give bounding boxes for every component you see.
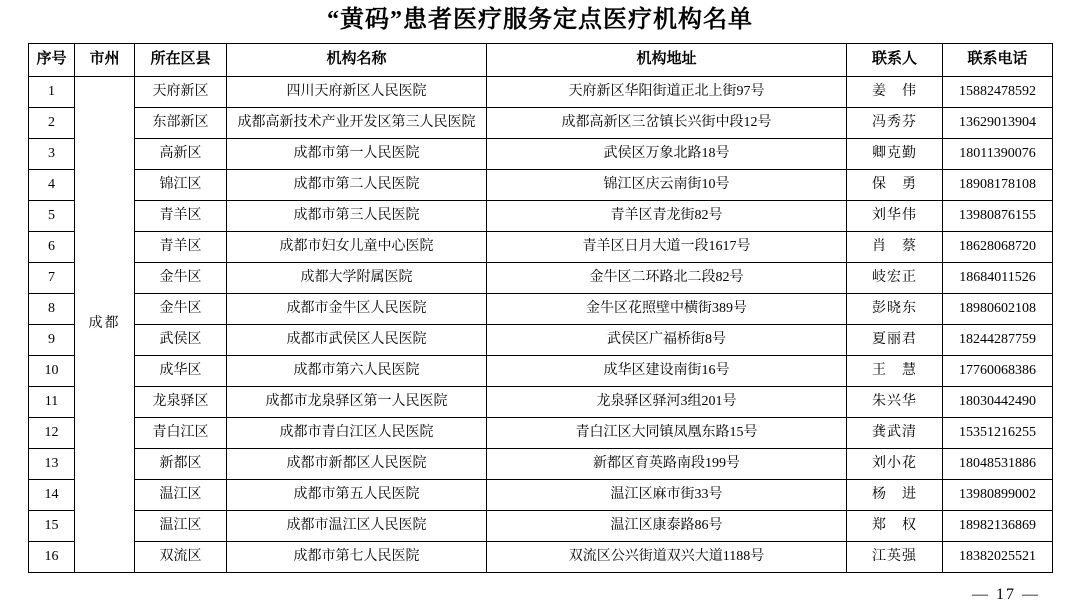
cell-phone: 18684011526 — [943, 262, 1053, 293]
column-header-district: 所在区县 — [135, 43, 227, 76]
cell-institution-name: 成都市青白江区人民医院 — [227, 417, 487, 448]
cell-address: 锦江区庆云南街10号 — [487, 169, 847, 200]
table-row — [29, 448, 1053, 479]
cell-institution-name: 成都市妇女儿童中心医院 — [227, 231, 487, 262]
cell-address: 武侯区广福桥街8号 — [487, 324, 847, 355]
table-row — [29, 386, 1053, 417]
cell-contact-person: 刘小花 — [847, 448, 943, 479]
cell-district: 龙泉驿区 — [135, 386, 227, 417]
column-header-index: 序号 — [29, 43, 75, 76]
cell-institution-name: 成都大学附属医院 — [227, 262, 487, 293]
cell-index: 14 — [29, 479, 75, 510]
cell-phone: 13980899002 — [943, 479, 1053, 510]
cell-district: 成华区 — [135, 355, 227, 386]
table-row — [29, 324, 1053, 355]
table-row — [29, 76, 1053, 107]
page-number: — 17 — — [972, 586, 1040, 603]
cell-district: 青白江区 — [135, 417, 227, 448]
table-row — [29, 541, 1053, 572]
cell-index: 10 — [29, 355, 75, 386]
cell-institution-name: 成都市武侯区人民医院 — [227, 324, 487, 355]
table-header — [29, 43, 1053, 76]
cell-index: 13 — [29, 448, 75, 479]
cell-institution-name: 成都市新都区人民医院 — [227, 448, 487, 479]
cell-district: 武侯区 — [135, 324, 227, 355]
cell-index: 8 — [29, 293, 75, 324]
cell-phone: 18628068720 — [943, 231, 1053, 262]
column-header-address: 机构地址 — [487, 43, 847, 76]
cell-contact-person: 王 慧 — [847, 355, 943, 386]
cell-institution-name: 成都市温江区人民医院 — [227, 510, 487, 541]
cell-contact-person: 彭晓东 — [847, 293, 943, 324]
cell-phone: 18030442490 — [943, 386, 1053, 417]
cell-institution-name: 成都市第七人民医院 — [227, 541, 487, 572]
cell-institution-name: 成都市第二人民医院 — [227, 169, 487, 200]
cell-phone: 13980876155 — [943, 200, 1053, 231]
column-header-city: 市州 — [75, 43, 135, 76]
cell-address: 青羊区青龙街82号 — [487, 200, 847, 231]
cell-district: 高新区 — [135, 138, 227, 169]
cell-district: 金牛区 — [135, 293, 227, 324]
cell-index: 2 — [29, 107, 75, 138]
cell-district: 金牛区 — [135, 262, 227, 293]
cell-institution-name: 成都市金牛区人民医院 — [227, 293, 487, 324]
column-header-phone: 联系电话 — [943, 43, 1053, 76]
cell-phone: 18982136869 — [943, 510, 1053, 541]
cell-contact-person: 杨 进 — [847, 479, 943, 510]
cell-contact-person: 岐宏正 — [847, 262, 943, 293]
table-row — [29, 138, 1053, 169]
cell-address: 青羊区日月大道一段1617号 — [487, 231, 847, 262]
table-row — [29, 200, 1053, 231]
table-body — [29, 76, 1053, 572]
table-row — [29, 355, 1053, 386]
cell-phone: 18244287759 — [943, 324, 1053, 355]
column-header-contact-person: 联系人 — [847, 43, 943, 76]
cell-address: 金牛区花照壁中横街389号 — [487, 293, 847, 324]
cell-contact-person: 夏丽君 — [847, 324, 943, 355]
cell-institution-name: 成都高新技术产业开发区第三人民医院 — [227, 107, 487, 138]
cell-address: 温江区康泰路86号 — [487, 510, 847, 541]
table-row — [29, 293, 1053, 324]
cell-phone: 17760068386 — [943, 355, 1053, 386]
cell-phone: 15882478592 — [943, 76, 1053, 107]
cell-index: 1 — [29, 76, 75, 107]
cell-address: 新都区育英路南段199号 — [487, 448, 847, 479]
cell-address: 武侯区万象北路18号 — [487, 138, 847, 169]
cell-institution-name: 成都市第一人民医院 — [227, 138, 487, 169]
cell-institution-name: 成都市第五人民医院 — [227, 479, 487, 510]
medical-institutions-table — [28, 43, 1053, 573]
column-header-institution-name: 机构名称 — [227, 43, 487, 76]
cell-contact-person: 龚武清 — [847, 417, 943, 448]
table-row — [29, 510, 1053, 541]
cell-contact-person: 郑 权 — [847, 510, 943, 541]
cell-index: 11 — [29, 386, 75, 417]
cell-index: 7 — [29, 262, 75, 293]
cell-institution-name: 成都市第三人民医院 — [227, 200, 487, 231]
cell-contact-person: 朱兴华 — [847, 386, 943, 417]
cell-address: 金牛区二环路北二段82号 — [487, 262, 847, 293]
cell-contact-person: 保 勇 — [847, 169, 943, 200]
table-row — [29, 479, 1053, 510]
cell-address: 温江区麻市街33号 — [487, 479, 847, 510]
table-row — [29, 231, 1053, 262]
cell-contact-person: 卿克勤 — [847, 138, 943, 169]
cell-address: 成华区建设南街16号 — [487, 355, 847, 386]
table-row — [29, 262, 1053, 293]
cell-index: 3 — [29, 138, 75, 169]
cell-index: 4 — [29, 169, 75, 200]
table-row — [29, 417, 1053, 448]
cell-phone: 13629013904 — [943, 107, 1053, 138]
cell-address: 青白江区大同镇凤凰东路15号 — [487, 417, 847, 448]
cell-district: 温江区 — [135, 510, 227, 541]
cell-institution-name: 成都市龙泉驿区第一人民医院 — [227, 386, 487, 417]
cell-institution-name: 成都市第六人民医院 — [227, 355, 487, 386]
cell-district: 新都区 — [135, 448, 227, 479]
cell-phone: 18011390076 — [943, 138, 1053, 169]
cell-address: 双流区公兴街道双兴大道1188号 — [487, 541, 847, 572]
cell-phone: 18382025521 — [943, 541, 1053, 572]
cell-index: 9 — [29, 324, 75, 355]
cell-index: 15 — [29, 510, 75, 541]
table-row — [29, 107, 1053, 138]
table-header-row — [29, 43, 1053, 76]
cell-district: 东部新区 — [135, 107, 227, 138]
cell-address: 龙泉驿区驿河3组201号 — [487, 386, 847, 417]
cell-index: 6 — [29, 231, 75, 262]
cell-address: 成都高新区三岔镇长兴街中段12号 — [487, 107, 847, 138]
cell-contact-person: 刘华伟 — [847, 200, 943, 231]
cell-phone: 15351216255 — [943, 417, 1053, 448]
cell-phone: 18980602108 — [943, 293, 1053, 324]
cell-index: 16 — [29, 541, 75, 572]
cell-district: 青羊区 — [135, 231, 227, 262]
cell-contact-person: 姜 伟 — [847, 76, 943, 107]
cell-index: 5 — [29, 200, 75, 231]
cell-district: 青羊区 — [135, 200, 227, 231]
cell-phone: 18908178108 — [943, 169, 1053, 200]
cell-contact-person: 肖 蔡 — [847, 231, 943, 262]
cell-district: 温江区 — [135, 479, 227, 510]
table-row — [29, 169, 1053, 200]
page-title: “黄码”患者医疗服务定点医疗机构名单 — [327, 7, 753, 33]
cell-phone: 18048531886 — [943, 448, 1053, 479]
cell-district: 双流区 — [135, 541, 227, 572]
cell-address: 天府新区华阳街道正北上街97号 — [487, 76, 847, 107]
cell-index: 12 — [29, 417, 75, 448]
cell-city-group: 成都 — [75, 76, 135, 572]
cell-contact-person: 冯秀芬 — [847, 107, 943, 138]
cell-district: 天府新区 — [135, 76, 227, 107]
cell-institution-name: 四川天府新区人民医院 — [227, 76, 487, 107]
cell-district: 锦江区 — [135, 169, 227, 200]
cell-contact-person: 江英强 — [847, 541, 943, 572]
